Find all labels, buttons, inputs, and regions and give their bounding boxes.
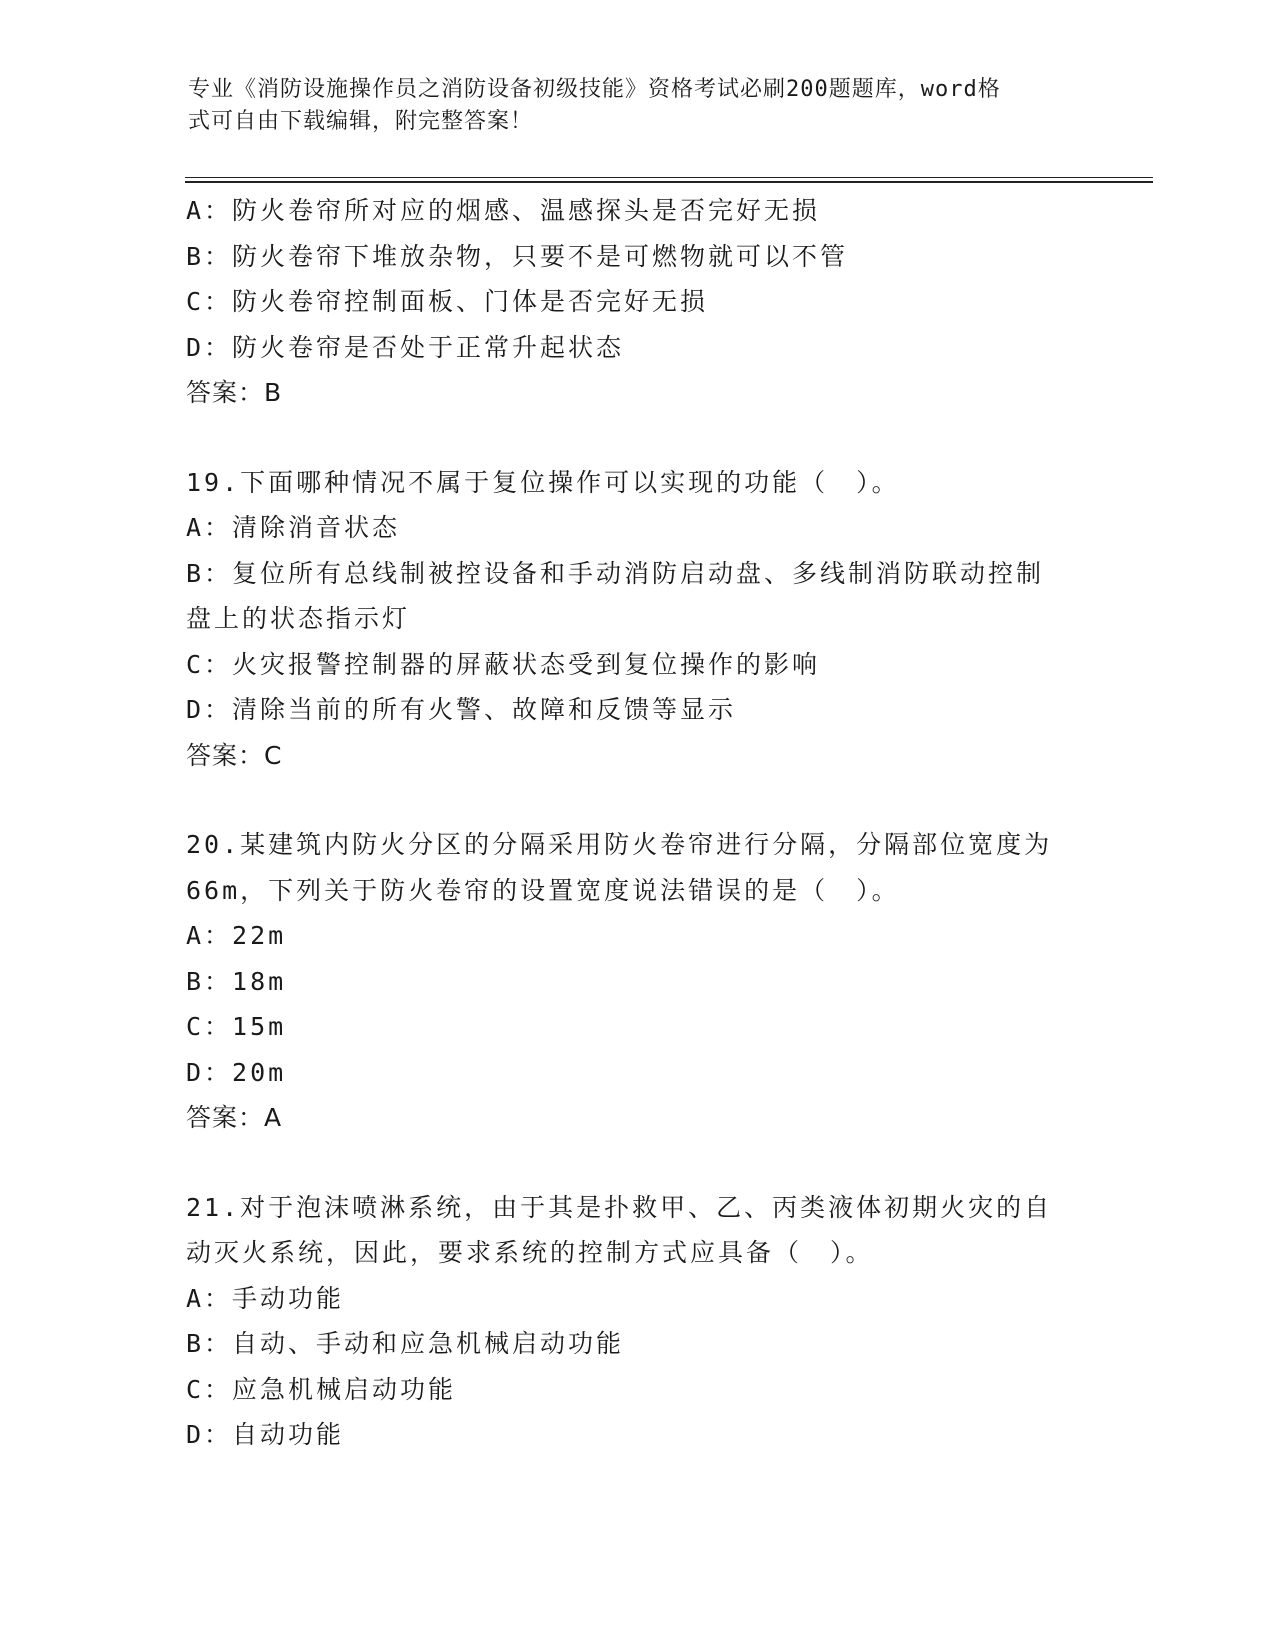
question-stem-continued: 66m，下列关于防火卷帘的设置宽度说法错误的是（ ）。: [186, 875, 900, 905]
option-b: B：复位所有总线制被控设备和手动消防启动盘、多线制消防联动控制: [186, 558, 1045, 588]
option-c: C：15m: [186, 1012, 287, 1041]
option-d: D：自动功能: [186, 1420, 345, 1449]
option-b: B：自动、手动和应急机械启动功能: [186, 1329, 625, 1358]
option-c: C：防火卷帘控制面板、门体是否完好无损: [186, 287, 709, 316]
option-d: D：防火卷帘是否处于正常升起状态: [186, 332, 625, 362]
document-header: [188, 74, 1068, 138]
spacer: [186, 416, 1086, 460]
question-18: [186, 188, 1086, 416]
option-b-continued: 盘上的状态指示灯: [186, 604, 411, 633]
question-stem: 19.下面哪种情况不属于复位操作可以实现的功能（ ）。: [186, 467, 900, 497]
header-divider-thin: [185, 177, 1153, 178]
spacer: [186, 778, 1086, 822]
question-stem-continued: 动灭火系统，因此，要求系统的控制方式应具备（ ）。: [186, 1238, 874, 1267]
option-a: A：防火卷帘所对应的烟感、温感探头是否完好无损: [186, 196, 821, 225]
question-list: [186, 188, 1086, 1458]
option-c: C：应急机械启动功能: [186, 1374, 457, 1404]
header-line-2: 式可自由下载编辑，附完整答案！: [188, 109, 534, 134]
answer-label: 答案：C: [186, 740, 283, 770]
option-d: D：清除当前的所有火警、故障和反馈等显示: [186, 695, 737, 724]
option-b: B：18m: [186, 966, 287, 996]
option-a: A：22m: [186, 921, 287, 950]
option-a: A：清除消音状态: [186, 513, 401, 542]
question-stem: 20.某建筑内防火分区的分隔采用防火卷帘进行分隔，分隔部位宽度为: [186, 830, 1053, 859]
option-b: B：防火卷帘下堆放杂物，只要不是可燃物就可以不管: [186, 241, 849, 271]
option-d: D：20m: [186, 1057, 287, 1087]
question-20: [186, 822, 1086, 1141]
option-c: C：火灾报警控制器的屏蔽状态受到复位操作的影响: [186, 649, 821, 679]
question-19: [186, 460, 1086, 779]
option-a: A：手动功能: [186, 1283, 345, 1313]
answer-label: 答案：A: [186, 1103, 283, 1132]
answer-label: 答案：B: [186, 378, 283, 407]
spacer: [186, 1141, 1086, 1185]
question-21: [186, 1185, 1086, 1458]
header-divider-thick: [185, 181, 1153, 183]
question-stem: 21.对于泡沫喷淋系统，由于其是扑救甲、乙、丙类液体初期火灾的自: [186, 1192, 1053, 1222]
header-line-1: 专业《消防设施操作员之消防设备初级技能》资格考试必刷200题题库，word格: [188, 77, 1001, 102]
